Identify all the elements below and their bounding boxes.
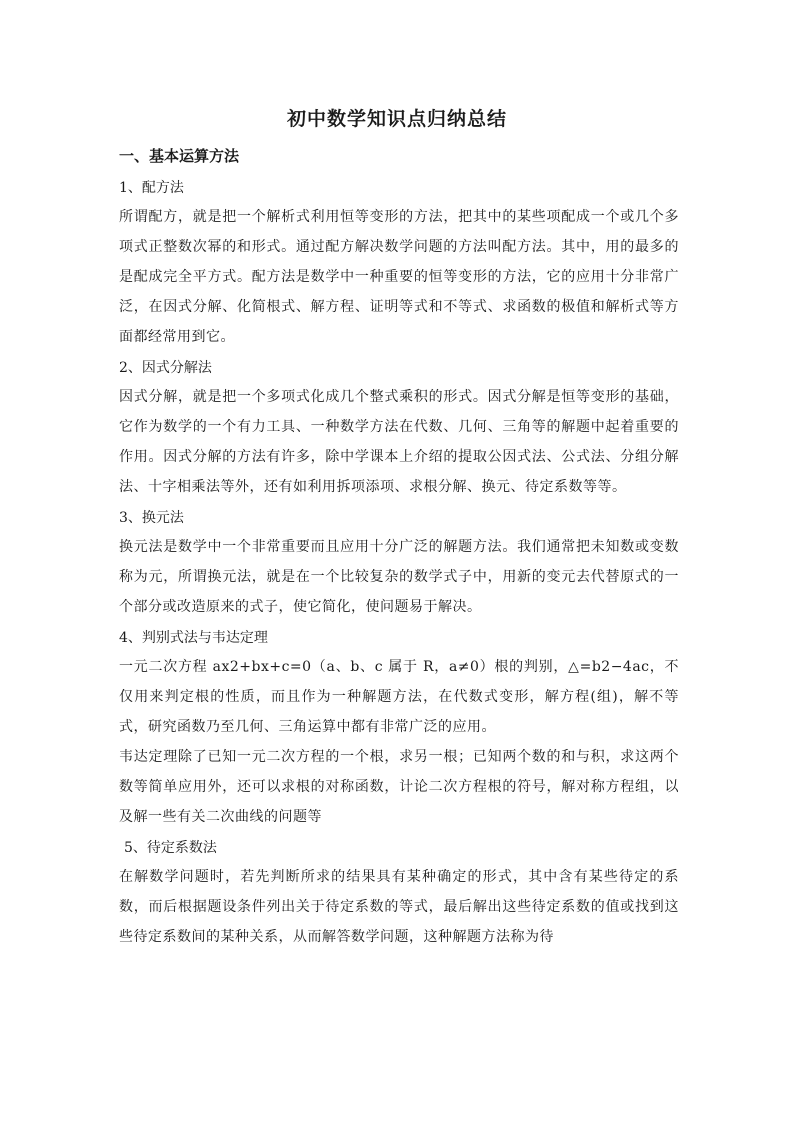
paragraph-factorization: 因式分解，就是把一个多项式化成几个整式乘积的形式。因式分解是恒等变形的基础，它作为数学的一个有力工具、一种数学方法在代数、几何、三角等的解题中起着重要的作用。因式分解的方法有许多，除中学课本上介绍的提取公因式法、公式法、分组分解法、十字相乘法等外，还有如利用拆项添项、求根分解、换元、待定系数等等。 [119,389,679,495]
paragraph-substitution: 换元法是数学中一个非常重要而且应用十分广泛的解题方法。我们通常把未知数或变数称为元，所谓换元法，就是在一个比较复杂的数学式子中，用新的变元去代替原式的一个部分或改造原来的式子，使它简化，使问题易于解决。 [119,539,679,615]
subsection-heading-substitution: 3、换元法 [119,510,184,526]
subsection-heading-completing-square: 1、配方法 [119,180,184,196]
paragraph-completing-square: 所谓配方，就是把一个解析式利用恒等变形的方法，把其中的某些项配成一个或几个多项式正整数次幂的和形式。通过配方解决数学问题的方法叫配方法。其中，用的最多的是配成完全平方式。配方法是数学中一种重要的恒等变形的方法，它的应用十分非常广泛，在因式分解、化简根式、解方程、证明等式和不等式、求函数的极值和解析式等方面都经常用到它。 [119,209,679,345]
paragraph-discriminant: 一元二次方程 ax2+bx+c=0（a、b、c 属于 R，a≠0）根的判别，△=b2−4ac，不仅用来判定根的性质，而且作为一种解题方法，在代数式变形，解方程(组)，解不等式，研究函数乃至几何、三角运算中都有非常广泛的应用。 [119,659,679,735]
subsection-heading-undetermined-coefficients: 5、待定系数法 [124,840,217,856]
subsection-heading-factorization: 2、因式分解法 [119,360,212,376]
page-title: 初中数学知识点归纳总结 [286,108,507,130]
paragraph-vieta: 韦达定理除了已知一元二次方程的一个根，求另一根；已知两个数的和与积，求这两个数等简单应用外，还可以求根的对称函数，计论二次方程根的符号，解对称方程组，以及解一些有关二次曲线的问题等 [119,749,679,825]
paragraph-undetermined-coefficients: 在解数学问题时，若先判断所求的结果具有某种确定的形式，其中含有某些待定的系数，而后根据题设条件列出关于待定系数的等式，最后解出这些待定系数的值或找到这些待定系数间的某种关系，从而解答数学问题，这种解题方法称为待 [119,869,679,945]
section-heading-basic-methods: 一、基本运算方法 [119,147,240,165]
section-content [119,172,679,952]
subsection-heading-discriminant-vieta: 4、判别式法与韦达定理 [119,630,268,646]
